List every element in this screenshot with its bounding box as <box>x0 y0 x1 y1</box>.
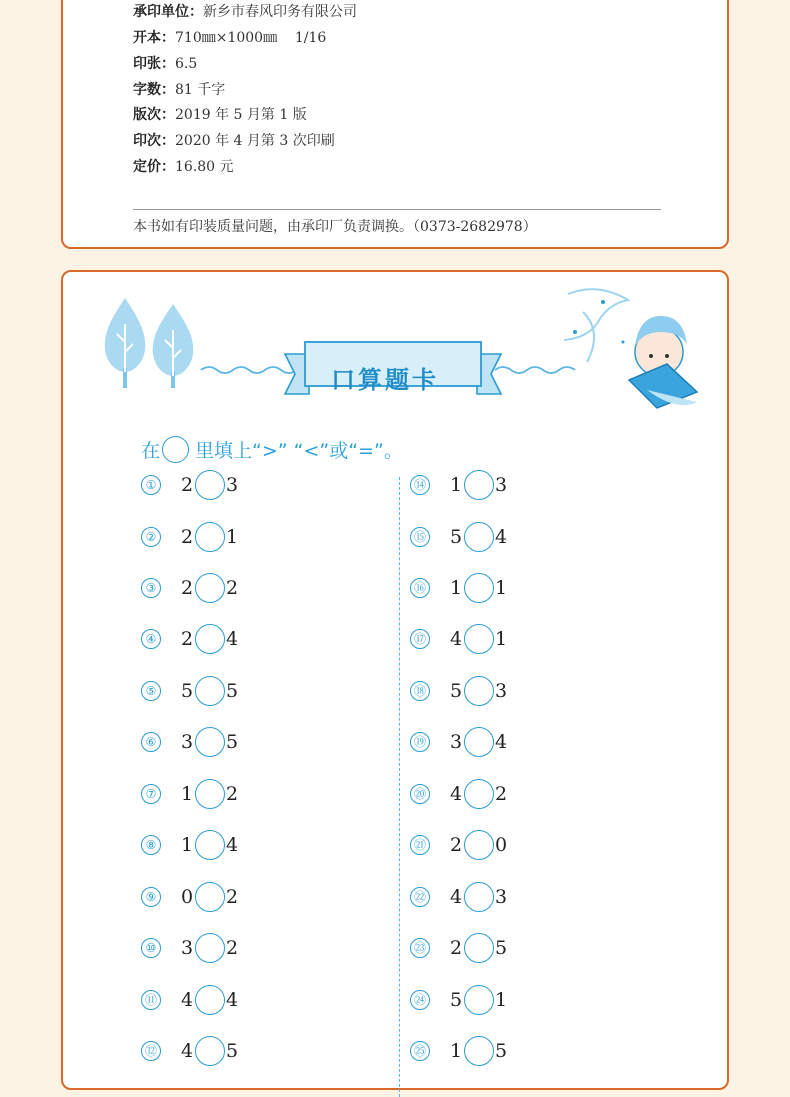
operand-a: 1 <box>450 474 463 496</box>
blank-circle-icon <box>162 436 189 463</box>
answer-circle[interactable] <box>195 573 225 603</box>
info-row-format <box>133 29 326 47</box>
operand-a: 2 <box>181 628 194 650</box>
answer-circle[interactable] <box>464 882 494 912</box>
info-value: 81 千字 <box>175 82 226 98</box>
operand-b: 5 <box>495 1040 508 1062</box>
operand-a: 0 <box>181 886 194 908</box>
instruction-text <box>141 436 403 463</box>
operand-b: 5 <box>495 937 508 959</box>
operand-b: 2 <box>495 783 508 805</box>
colophon-card <box>61 0 729 249</box>
operand-b: 2 <box>226 577 239 599</box>
problem-number: ⑫ <box>141 1041 161 1061</box>
operand-a: 2 <box>181 474 194 496</box>
instruction-pre: 在 <box>141 440 161 462</box>
operand-a: 1 <box>450 577 463 599</box>
operand-b: 5 <box>226 1040 239 1062</box>
problem-number: ⑮ <box>410 527 430 547</box>
info-row-edition <box>133 106 307 124</box>
worksheet-card <box>61 270 729 1090</box>
operand-a: 4 <box>450 628 463 650</box>
operand-b: 4 <box>226 628 239 650</box>
info-value: 2020 年 4 月第 3 次印刷 <box>175 133 335 149</box>
operand-a: 4 <box>450 886 463 908</box>
problem-number: ⑧ <box>141 835 161 855</box>
quality-notice: 本书如有印装质量问题，由承印厂负责调换。（0373-2682978） <box>133 219 537 235</box>
info-value: 16.80 元 <box>175 159 234 175</box>
operand-a: 3 <box>450 731 463 753</box>
problem-number: ㉑ <box>410 835 430 855</box>
header-illustration <box>63 272 727 432</box>
problem-number: ⑩ <box>141 938 161 958</box>
operand-b: 0 <box>495 834 508 856</box>
operand-b: 3 <box>495 474 508 496</box>
info-row-wordcount <box>133 81 225 99</box>
answer-circle[interactable] <box>195 676 225 706</box>
answer-circle[interactable] <box>464 779 494 809</box>
operand-a: 2 <box>450 937 463 959</box>
operand-b: 4 <box>495 526 508 548</box>
operand-b: 4 <box>226 834 239 856</box>
problem-number: ② <box>141 527 161 547</box>
answer-circle[interactable] <box>464 573 494 603</box>
info-label: 承印单位： <box>133 4 203 20</box>
answer-circle[interactable] <box>195 882 225 912</box>
info-row-sheets <box>133 55 197 73</box>
info-label: 印张： <box>133 56 175 72</box>
problem-number: ⑨ <box>141 887 161 907</box>
problem-number: ③ <box>141 578 161 598</box>
answer-circle[interactable] <box>464 522 494 552</box>
operand-b: 5 <box>226 731 239 753</box>
operand-b: 3 <box>495 680 508 702</box>
problem-number: ⑥ <box>141 732 161 752</box>
problem-number: ⑪ <box>141 990 161 1010</box>
info-value: 新乡市春风印务有限公司 <box>203 4 357 20</box>
operand-a: 5 <box>450 680 463 702</box>
answer-circle[interactable] <box>195 933 225 963</box>
answer-circle[interactable] <box>464 727 494 757</box>
operand-a: 4 <box>450 783 463 805</box>
answer-circle[interactable] <box>464 470 494 500</box>
operand-b: 4 <box>495 731 508 753</box>
info-label: 开本： <box>133 30 175 46</box>
operand-b: 4 <box>226 989 239 1011</box>
column-divider <box>399 477 400 1097</box>
info-row-printer <box>133 3 357 21</box>
problem-number: ⑰ <box>410 629 430 649</box>
operand-a: 4 <box>181 989 194 1011</box>
operand-a: 4 <box>181 1040 194 1062</box>
problem-number: ④ <box>141 629 161 649</box>
answer-circle[interactable] <box>464 676 494 706</box>
operand-b: 3 <box>226 474 239 496</box>
problem-number: ⑯ <box>410 578 430 598</box>
operand-b: 3 <box>495 886 508 908</box>
info-value: 6.5 <box>175 56 198 72</box>
operand-a: 1 <box>181 834 194 856</box>
info-value: 2019 年 5 月第 1 版 <box>175 107 307 123</box>
info-value: 710㎜×1000㎜ 1/16 <box>175 30 327 46</box>
operand-b: 1 <box>495 577 508 599</box>
answer-circle[interactable] <box>464 624 494 654</box>
answer-circle[interactable] <box>464 830 494 860</box>
answer-circle[interactable] <box>464 1036 494 1066</box>
operand-b: 2 <box>226 783 239 805</box>
operand-b: 1 <box>226 526 239 548</box>
operand-a: 2 <box>181 577 194 599</box>
operand-a: 1 <box>181 783 194 805</box>
answer-circle[interactable] <box>195 985 225 1015</box>
problem-number: ① <box>141 475 161 495</box>
problem-number: ㉒ <box>410 887 430 907</box>
operand-b: 2 <box>226 886 239 908</box>
operand-a: 5 <box>450 526 463 548</box>
operand-b: 1 <box>495 628 508 650</box>
instruction-post: 里填上“>” “<”或“=”。 <box>195 440 403 462</box>
answer-circle[interactable] <box>195 779 225 809</box>
wave-right-icon <box>495 367 575 373</box>
info-label: 定价： <box>133 159 175 175</box>
info-row-price <box>133 158 234 176</box>
info-label: 印次： <box>133 133 175 149</box>
answer-circle[interactable] <box>195 470 225 500</box>
problem-number: ⑳ <box>410 784 430 804</box>
trees-icon <box>105 298 194 388</box>
problem-number: ⑲ <box>410 732 430 752</box>
answer-circle[interactable] <box>195 1036 225 1066</box>
problem-number: ㉕ <box>410 1041 430 1061</box>
problem-number: ㉓ <box>410 938 430 958</box>
operand-a: 5 <box>181 680 194 702</box>
answer-circle[interactable] <box>195 522 225 552</box>
problem-number: ⑭ <box>410 475 430 495</box>
girl-reading-icon <box>564 289 697 408</box>
answer-circle[interactable] <box>464 933 494 963</box>
answer-circle[interactable] <box>464 985 494 1015</box>
separator-line <box>133 209 661 210</box>
worksheet-title: 口算题卡 <box>331 366 439 394</box>
answer-circle[interactable] <box>195 727 225 757</box>
problem-number: ㉔ <box>410 990 430 1010</box>
info-label: 字数： <box>133 82 175 98</box>
operand-b: 2 <box>226 937 239 959</box>
problem-number: ⑦ <box>141 784 161 804</box>
problem-number: ⑱ <box>410 681 430 701</box>
operand-a: 3 <box>181 731 194 753</box>
info-label: 版次： <box>133 107 175 123</box>
operand-a: 2 <box>181 526 194 548</box>
operand-b: 1 <box>495 989 508 1011</box>
answer-circle[interactable] <box>195 830 225 860</box>
info-row-printing <box>133 132 335 150</box>
problem-number: ⑤ <box>141 681 161 701</box>
operand-b: 5 <box>226 680 239 702</box>
operand-a: 2 <box>450 834 463 856</box>
operand-a: 1 <box>450 1040 463 1062</box>
operand-a: 5 <box>450 989 463 1011</box>
answer-circle[interactable] <box>195 624 225 654</box>
operand-a: 3 <box>181 937 194 959</box>
